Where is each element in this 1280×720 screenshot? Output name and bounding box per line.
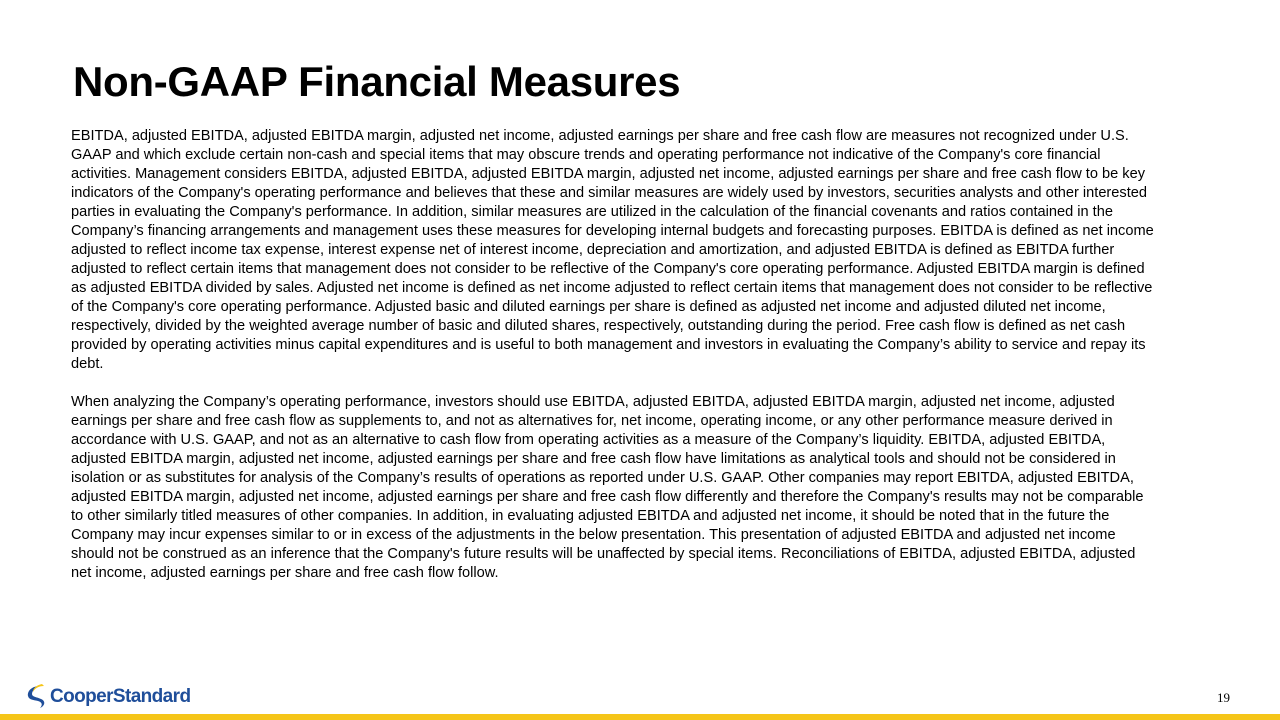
company-logo (24, 682, 190, 712)
logo-wordmark: CooperStandard (50, 686, 191, 707)
paragraph-definitions: EBITDA, adjusted EBITDA, adjusted EBITDA margin, adjusted net income, adjusted earnings per share and free cash flow are measures not recognized under U.S. GAAP and which exclude certain non-cash and special items that may obscure trends and operating performance not indicative of the Company's core financial activities. Management considers EBITDA, adjusted EBITDA, adjusted EBITDA margin, adjusted net income, adjusted earnings per share and free cash flow to be key indicators of the Company's operating performance and believes that these and similar measures are widely used by investors, securities analysts and other interested parties in evaluating the Company's performance. In addition, similar measures are utilized in the calculation of the financial covenants and ratios contained in the Company’s financing arrangements and management uses these measures for developing internal budgets and forecasting purposes. EBITDA is defined as net income adjusted to reflect income tax expense, interest expense net of interest income, depreciation and amortization, and adjusted EBITDA is defined as EBITDA further adjusted to reflect certain items that management does not consider to be reflective of the Company's core operating performance. Adjusted EBITDA margin is defined as adjusted EBITDA divided by sales. Adjusted net income is defined as net income adjusted to reflect certain items that management does not consider to be reflective of the Company's core operating performance. Adjusted basic and diluted earnings per share is defined as adjusted net income and adjusted diluted net income, respectively, divided by the weighted average number of basic and diluted shares, respectively, outstanding during the period. Free cash flow is defined as net cash provided by operating activities minus capital expenditures and is useful to both management and investors in evaluating the Company’s ability to service and repay its debt. (71, 128, 1154, 372)
footer-accent-bar (0, 714, 1280, 720)
paragraph-usage-limitations: When analyzing the Company’s operating performance, investors should use EBITDA, adjusted EBITDA, adjusted EBITDA margin, adjusted net income, adjusted earnings per share and free cash flow as supplements to, and not as alternatives for, net income, operating income, or any other performance measure derived in accordance with U.S. GAAP, and not as an alternative to cash flow from operating activities as a measure of the Company’s liquidity. EBITDA, adjusted EBITDA, adjusted EBITDA margin, adjusted net income, adjusted earnings per share and free cash flow have limitations as analytical tools and should not be considered in isolation or as substitutes for analysis of the Company’s results of operations as reported under U.S. GAAP. Other companies may report EBITDA, adjusted EBITDA, adjusted EBITDA margin, adjusted net income, adjusted earnings per share and free cash flow differently and therefore the Company's results may not be comparable to other similarly titled measures of other companies. In addition, in evaluating adjusted EBITDA and adjusted net income, it should be noted that in the future the Company may incur expenses similar to or in excess of the adjustments in the below presentation. This presentation of adjusted EBITDA and adjusted net income should not be construed as an inference that the Company's future results will be unaffected by special items. Reconciliations of EBITDA, adjusted EBITDA, adjusted net income, adjusted earnings per share and free cash flow follow. (71, 394, 1144, 581)
cooper-standard-swoosh-icon (24, 683, 48, 711)
page-number: 19 (1217, 690, 1230, 705)
body-text (71, 127, 1156, 602)
slide-title: Non-GAAP Financial Measures (73, 58, 681, 105)
